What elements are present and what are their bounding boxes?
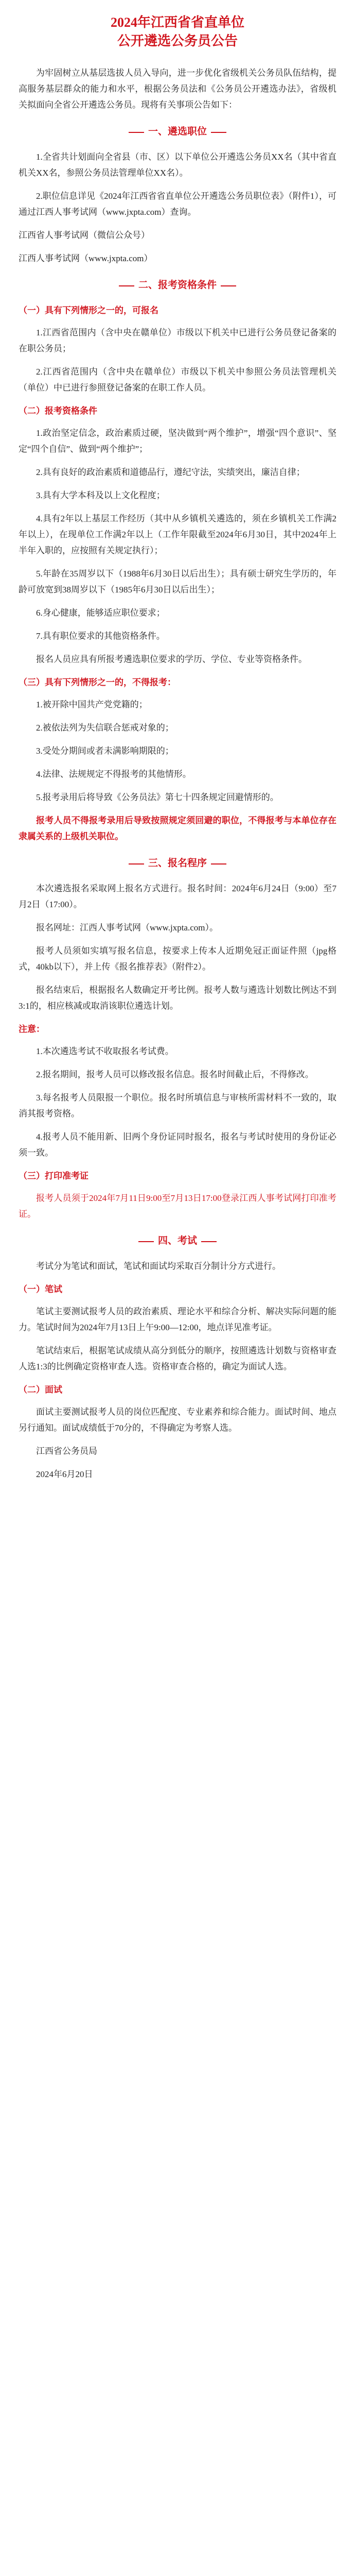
signup-paragraph: 报名网址：江西人事考试网（www.jxpta.com）。	[36, 923, 218, 933]
positions-paragraph-1: 1.全省共计划面向全省县（市、区）以下单位公开遴选公务员XX名（其中省直机关XX名，参照公务员法管理单位XX名）。	[19, 152, 336, 178]
exam-paragraph: 考试分为笔试和面试，笔试和面试均采取百分制计分方式进行。	[36, 1261, 281, 1271]
notice-item: 3.每名报考人员限报一个职位。报名时所填信息与审核所需材料不一致的，取消其报考资格。	[19, 1093, 336, 1118]
print-paragraph: 报考人员须于2024年7月11日9:00至7月13日17:00登录江西人事考试网打印准考证。	[19, 1193, 336, 1219]
section-heading-signup: 三、报名程序	[19, 856, 336, 871]
notice-item: 1.本次遴选考试不收取报名考试费。	[36, 1046, 174, 1056]
condition-item: 4.具有2年以上基层工作经历（其中从乡镇机关遴选的，须在乡镇机关工作满2年以上），在现单位工作满2年以上（工作年限截至2024年6月30日，其中2024年上半年入职的，应按照有关规定执行）；	[19, 514, 336, 555]
condition-item: 1.政治坚定信念，政治素质过硬，坚决做到“两个维护”，增强“四个意识”、坚定“四个自信”、做到“两个维护”；	[19, 428, 336, 454]
section-heading-exam: 四、考试	[19, 1233, 336, 1249]
requirement-item: 2.江西省范围内（含中央在赣单位）市级以下机关中参照公务员法管理机关（单位）中已进行参照登记备案的在职工作人员。	[19, 367, 336, 393]
heading-bar-left	[129, 132, 144, 133]
intro-paragraph: 为牢固树立从基层选拔人员入导向，进一步优化省级机关公务员队伍结构，提高服务基层群众的能力和水平，根据公务员法和《公务员公开遴选办法》，省级机关拟面向全省公开遴选公务员。现将有关事项公告如下：	[19, 68, 336, 110]
requirements-forbid-heading: （三）具有下列情形之一的，不得报考：	[19, 677, 176, 687]
requirements-conditions-heading: （二）报考资格条件	[19, 406, 97, 416]
requirements-general-heading: （一）具有下列情形之一的，可报名	[19, 306, 158, 315]
footer-org: 江西省公务员局	[36, 1446, 97, 1456]
exam-paragraph: 笔试主要测试报考人员的政治素质、理论水平和综合分析、解决实际问题的能力。笔试时间为2024年7月13日上午9:00—12:00，地点详见准考证。	[19, 1307, 336, 1332]
condition-item: 3.具有大学本科及以上文化程度；	[36, 490, 165, 500]
signup-paragraph: 报名结束后，根据报名人数确定开考比例。报考人数与遴选计划数比例达不到3:1的，相应核减或取消该职位遴选计划。	[19, 985, 336, 1011]
exam-written-heading: （一）笔试	[19, 1284, 62, 1294]
positions-paragraph-2: 2.职位信息详见《2024年江西省省直单位公开遴选公务员职位表》（附件1），可通过江西人事考试网（www.jxpta.com）查询。	[19, 191, 336, 217]
requirement-item: 1.江西省范围内（含中央在赣单位）市级以下机关中已进行公务员登记备案的在职公务员；	[19, 328, 336, 353]
contact-org: 江西省人事考试网（微信公众号）	[19, 230, 150, 240]
condition-item: 5.年龄在35周岁以下（1988年6月30日以后出生）；具有硕士研究生学历的，年龄可放宽到38周岁以下（1985年6月30日以后出生）；	[19, 569, 336, 595]
forbid-item: 1.被开除中国共产党党籍的；	[36, 700, 148, 709]
exam-interview-heading: （二）面试	[19, 1385, 62, 1395]
condition-item: 6.身心健康，能够适应职位要求；	[36, 608, 165, 618]
footer-date: 2024年6月20日	[36, 1469, 93, 1479]
notice-heading: 注意：	[19, 1024, 45, 1034]
condition-item: 7.具有职位要求的其他资格条件。	[36, 631, 165, 641]
page-title: 2024年江西省省直单位	[110, 15, 244, 30]
signup-paragraph: 报考人员须如实填写报名信息，按要求上传本人近期免冠正面证件照（jpg格式，40kb以下），并上传《报名推荐表》（附件2）。	[19, 946, 336, 972]
forbid-item: 4.法律、法规规定不得报考的其他情形。	[36, 769, 191, 779]
signup-paragraph: 本次遴选报名采取网上报名方式进行。报名时间：2024年6月24日（9:00）至7月2日（17:00）。	[19, 884, 336, 909]
notice-item: 2.报名期间，报考人员可以修改报名信息。报名时间截止后，不得修改。	[36, 1070, 314, 1079]
notice-item: 4.报考人员不能用新、旧两个身份证同时报名，报名与考试时使用的身份证必须一致。	[19, 1132, 336, 1158]
forbid-item: 2.被依法列为失信联合惩戒对象的；	[36, 723, 174, 733]
highlight-notice: 报考人员不得报考录用后导致按照规定须回避的职位，不得报考与本单位存在隶属关系的上级机关职位。	[19, 816, 336, 841]
print-heading: （三）打印准考证	[19, 1171, 88, 1181]
heading-bar-right	[211, 132, 226, 133]
section-heading-requirements: 二、报考资格条件	[19, 278, 336, 293]
contact-site[interactable]: 江西人事考试网（www.jxpta.com）	[19, 253, 153, 263]
forbid-item: 5.报考录用后将导致《公务员法》第七十四条规定回避情形的。	[36, 792, 279, 802]
exam-paragraph: 笔试结束后，根据笔试成绩从高分到低分的顺序，按照遴选计划数与资格审查人选1:3的比例确定资格审查人选。资格审查合格的，确定为面试人选。	[19, 1346, 336, 1371]
condition-item: 报名人员应具有所报考遴选职位要求的学历、学位、专业等资格条件。	[36, 654, 307, 664]
forbid-item: 3.受处分期间或者未满影响期限的；	[36, 746, 174, 756]
page-subtitle: 公开遴选公务员公告	[117, 33, 238, 48]
condition-item: 2.具有良好的政治素质和道德品行，遵纪守法，实绩突出，廉洁自律；	[36, 467, 305, 477]
section-heading-positions: 一、遴选职位	[19, 124, 336, 140]
exam-paragraph: 面试主要测试报考人员的岗位匹配度、专业素养和综合能力。面试时间、地点另行通知。面试成绩低于70分的，不得确定为考察人选。	[19, 1407, 336, 1433]
